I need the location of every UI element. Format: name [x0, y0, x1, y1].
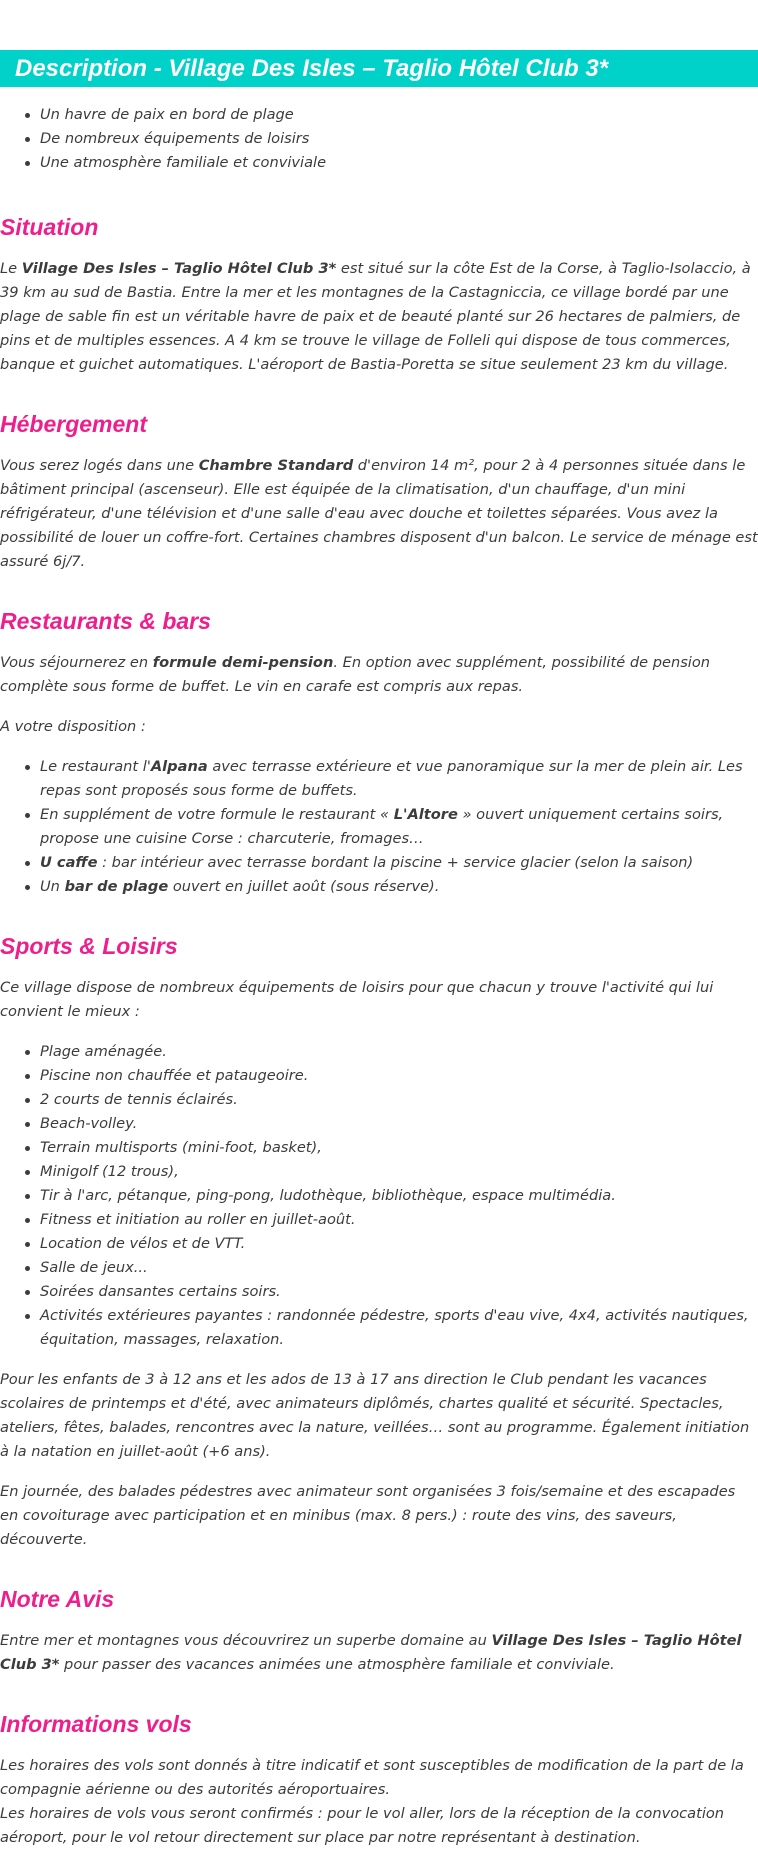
vols-paragraph-2: Les horaires de vols vous seront confirmés : pour le vol aller, lors de la réception de la convocation aéroport, pour le vol retour directement sur place par notre représentant à destination. [0, 1805, 725, 1846]
room-type: Chambre Standard [198, 457, 354, 474]
hotel-name: Village Des Isles – Taglio Hôtel Club 3* [21, 260, 337, 277]
list-item: Tir à l'arc, pétanque, ping-pong, ludothèque, bibliothèque, espace multimédia. [0, 1184, 758, 1208]
list-item: Minigolf (12 trous), [0, 1160, 758, 1184]
list-item: Un havre de paix en bord de plage [0, 103, 758, 127]
vols-paragraph-1: Les horaires des vols sont donnés à titre indicatif et sont susceptibles de modification de la part de la compagnie aérienne ou des autorités aéroportuaires. [0, 1757, 744, 1798]
section-heading-avis: Notre Avis [0, 1586, 115, 1612]
board-type: formule demi-pension [152, 654, 334, 671]
description-page [0, 50, 758, 1850]
disposition-paragraph: A votre disposition : [0, 718, 146, 735]
restaurants-list [0, 755, 758, 899]
list-item: Piscine non chauffée et pataugeoire. [0, 1064, 758, 1088]
list-item: Activités extérieures payantes : randonnée pédestre, sports d'eau vive, 4x4, activités nautiques, équitation, massages, relaxation. [0, 1304, 758, 1352]
list-item: Fitness et initiation au roller en juillet-août. [0, 1208, 758, 1232]
section-heading-sports: Sports & Loisirs [0, 933, 178, 959]
highlights-list [0, 103, 758, 175]
section-heading-restaurants: Restaurants & bars [0, 608, 211, 634]
sports-paragraph: Ce village dispose de nombreux équipements de loisirs pour que chacun y trouve l'activité qui lui convient le mieux : [0, 979, 714, 1020]
situation-paragraph: Le Village Des Isles – Taglio Hôtel Club 3* est situé sur la côte Est de la Corse, à Taglio-Isolaccio, à 39 km au sud de Bastia. Entre la mer et les montagnes de la Castagniccia, ce village bordé par une plage de sable fin est un véritable havre de paix et de beauté planté sur 26 hectares de palmiers, de pins et de multiples essences. A 4 km se trouve le village de Folleli qui dispose de tous commerces, banque et guichet automatiques. L'aéroport de Bastia-Poretta se situe seulement 23 km du village. [0, 260, 751, 373]
list-item: U caffe : bar intérieur avec terrasse bordant la piscine + service glacier (selon la saison) [0, 851, 758, 875]
hotel-name: Village Des Isles – Taglio Hôtel Club 3* [0, 1632, 742, 1673]
restaurants-paragraph: Vous séjournerez en formule demi-pension. En option avec supplément, possibilité de pension complète sous forme de buffet. Le vin en carafe est compris aux repas. [0, 654, 711, 695]
hebergement-paragraph: Vous serez logés dans une Chambre Standard d'environ 14 m², pour 2 à 4 personnes située dans le bâtiment principal (ascenseur). Elle est équipée de la climatisation, d'un chauffage, d'un mini réfrigérateur, d'une télévision et d'une salle d'eau avec douche et toilettes séparées. Vous avez la possibilité de louer un coffre-fort. Certaines chambres disposent d'un balcon. Le service de ménage est assuré 6j/7. [0, 457, 758, 570]
list-item: Soirées dansantes certains soirs. [0, 1280, 758, 1304]
list-item: Location de vélos et de VTT. [0, 1232, 758, 1256]
list-item: Salle de jeux... [0, 1256, 758, 1280]
list-item: Plage aménagée. [0, 1040, 758, 1064]
list-item: 2 courts de tennis éclairés. [0, 1088, 758, 1112]
section-heading-hebergement: Hébergement [0, 411, 147, 437]
section-heading-vols: Informations vols [0, 1711, 192, 1737]
sports-list [0, 1040, 758, 1352]
list-item: Le restaurant l'Alpana avec terrasse extérieure et vue panoramique sur la mer de plein air. Les repas sont proposés sous forme de buffets. [0, 755, 758, 803]
avis-paragraph: Entre mer et montagnes vous découvrirez un superbe domaine au Village Des Isles – Taglio Hôtel Club 3* pour passer des vacances animées une atmosphère familiale et conviviale. [0, 1632, 742, 1673]
excursions-paragraph: En journée, des balades pédestres avec animateur sont organisées 3 fois/semaine et des escapades en covoiturage avec participation et en minibus (max. 8 pers.) : route des vins, des saveurs, découverte. [0, 1483, 736, 1548]
list-item: En supplément de votre formule le restaurant « L'Altore » ouvert uniquement certains soirs, propose une cuisine Corse : charcuterie, fromages… [0, 803, 758, 851]
kids-club-paragraph: Pour les enfants de 3 à 12 ans et les ados de 13 à 17 ans direction le Club pendant les vacances scolaires de printemps et d'été, avec animateurs diplômés, chartes qualité et sécurité. Spectacles, ateliers, fêtes, balades, rencontres avec la nature, veillées… sont au programme. Également initiation à la natation en juillet-août (+6 ans). [0, 1371, 750, 1460]
list-item: Terrain multisports (mini-foot, basket), [0, 1136, 758, 1160]
list-item: Une atmosphère familiale et conviviale [0, 151, 758, 175]
list-item: De nombreux équipements de loisirs [0, 127, 758, 151]
list-item: Beach-volley. [0, 1112, 758, 1136]
description-banner: Description - Village Des Isles – Taglio Hôtel Club 3* [0, 50, 758, 87]
section-heading-situation: Situation [0, 214, 99, 240]
list-item: Un bar de plage ouvert en juillet août (sous réserve). [0, 875, 758, 899]
